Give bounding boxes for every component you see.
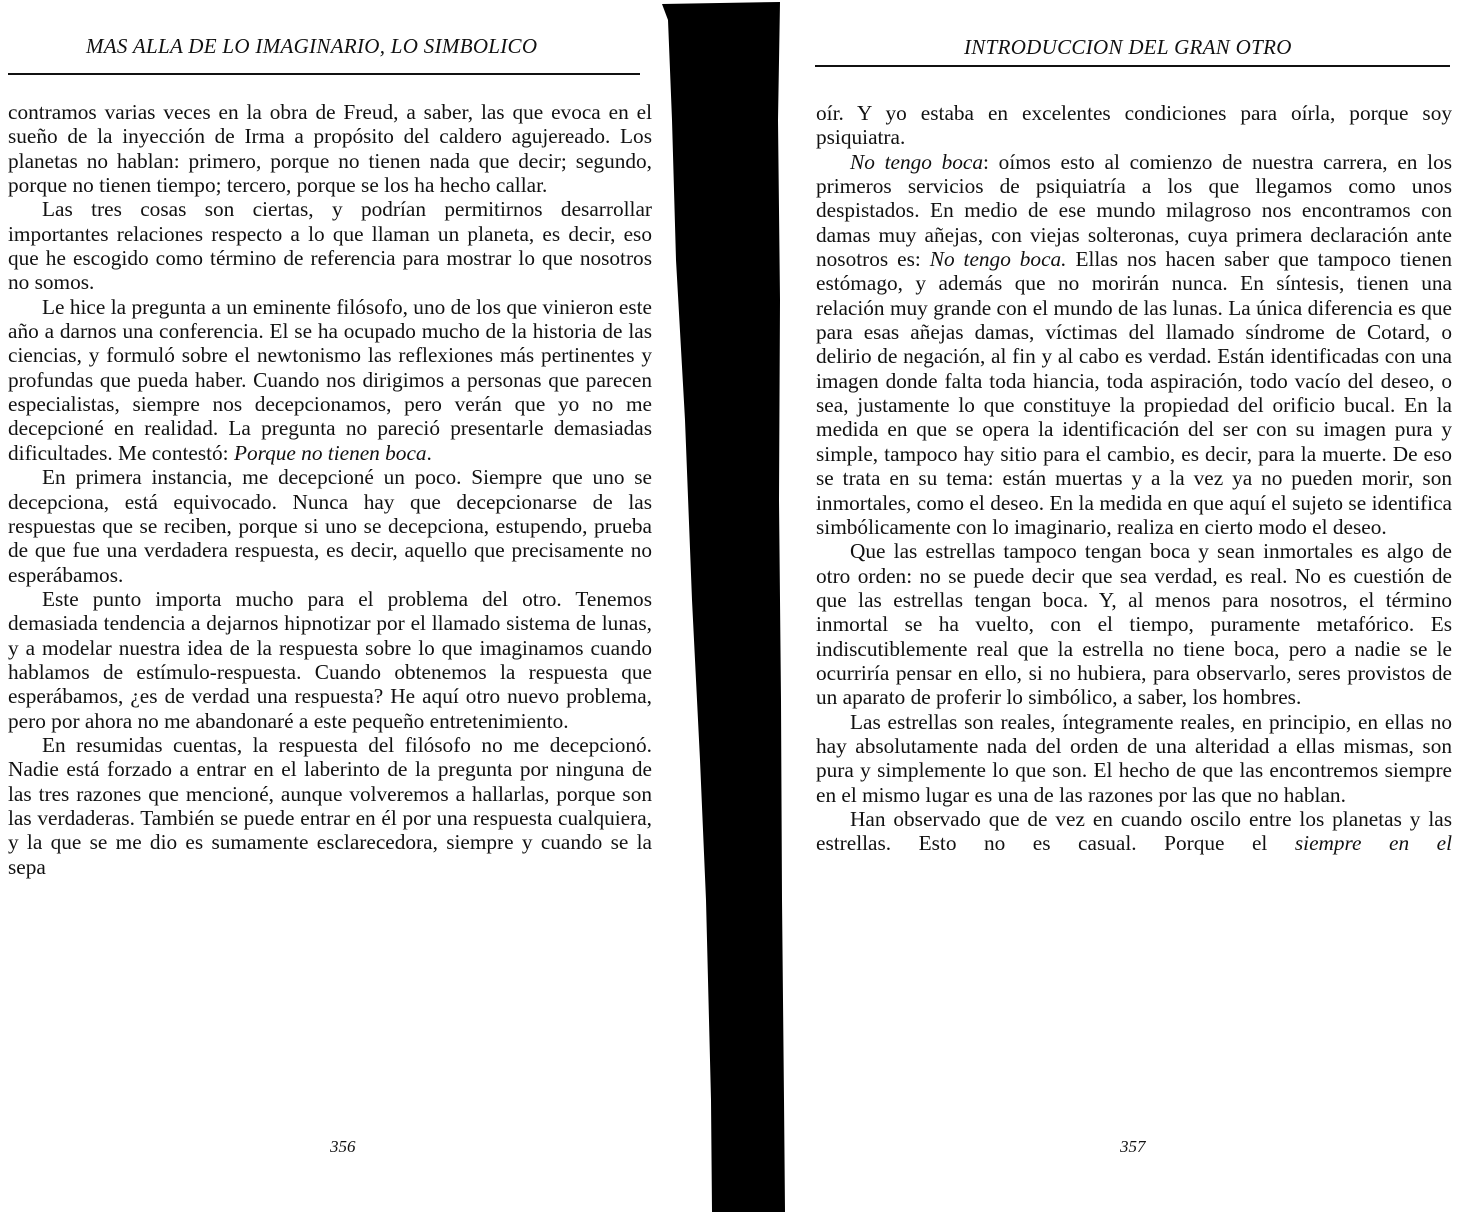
text-run: Las estrellas son reales, íntegramente reales, en principio, en ellas no hay absolutamente nada del orden de una alteridad a ellas mismas, son pura y simplemente lo que son. El hecho de que las encontremos siempre en el mismo lugar es una de las razones por las que no hablan. [816, 709, 1452, 807]
text-run: Que las estrellas tampoco tengan boca y sean inmortales es algo de otro orden: no se puede decir que sea verdad, es real. No es cuestión de que las estrellas tengan boca. Y, al menos para nosotros, el término inmortal se ha vuelto, con el tiempo, puramente metafórico. Es indiscutiblemente real que la estrella no tiene boca, pero a nadie se le ocurriría pensar en ello, si no hubiera, para observarlo, seres provistos de un aparato de proferir lo simbólico, a saber, los hombres. [816, 539, 1452, 710]
italic-text: siempre en el [1294, 831, 1452, 856]
paragraph [816, 150, 1452, 540]
left-page [0, 0, 668, 1212]
text-run: Le hice la pregunta a un eminente filósofo, uno de los que vinieron este año a darnos una conferencia. El se ha ocupado mucho de la historia de las ciencias, y formuló sobre el newtonismo las reflexiones más pertinentes y profundas que pueda haber. Cuando nos dirigimos a personas que parecen especialistas, siempre nos decepcionamos, pero verán que yo no me decepcioné en realidad. La pregunta no pareció presentarle demasiadas dificultades. Me contestó: [8, 294, 652, 465]
left-page-number: 356 [330, 1137, 356, 1156]
text-run: Este punto importa mucho para el problema del otro. Tenemos demasiada tendencia a dejarnos hipnotizar por el llamado sistema de lunas, y a modelar nuestra idea de la respuesta sobre lo que imaginamos cuando hablamos de estímulo-respuesta. Cuando obtenemos la respuesta que esperábamos, ¿es de verdad una respuesta? He aquí otro nuevo problema, pero por ahora no me abandonaré a este pequeño entretenimiento. [8, 586, 652, 733]
italic-text: No tengo boca [850, 149, 984, 174]
text-run: Las tres cosas son ciertas, y podrían permitirnos desarrollar importantes relaciones respecto a lo que llaman un planeta, es decir, eso que he escogido como término de referencia para mostrar lo que nosotros no somos. [8, 197, 652, 295]
paragraph [8, 465, 652, 587]
text-run: oír. Y yo estaba en excelentes condiciones para oírla, porque soy psiquiatra. [816, 101, 1452, 150]
left-body-text [8, 100, 652, 879]
right-page-number: 357 [1120, 1137, 1146, 1156]
italic-text: No tengo boca. [929, 247, 1067, 272]
paragraph [8, 100, 652, 197]
text-run: Han observado que de vez en cuando oscilo entre los planetas y las estrellas. Esto no es casual. Porque el [816, 806, 1452, 856]
paragraph [8, 295, 652, 465]
paragraph [816, 807, 1452, 856]
text-run: Ellas nos hacen saber que tampoco tienen estómago, y además que no morirán nunca. En síntesis, tienen una relación muy grande con el mundo de las lunas. La única diferencia es que para esas añejas damas, víctimas del llamado síndrome de Cotard, o delirio de negación, al fin y al cabo es verdad. Están identificadas con una imagen donde falta toda hiancia, toda aspiración, todo vacío del deseo, o sea, justamente lo que constituye la propiedad del orificio bucal. En la medida en que se opera la identificación del ser con su imagen pura y simple, tampoco hay sitio para el cambio, es decir, para la muerte. De eso se trata en su tema: están muertas y a la vez ya no pueden morir, son inmortales, como el deseo. En la medida en que aquí el sujeto se identifica simbólicamente con lo imaginario, realiza en cierto modo el deseo. [816, 247, 1452, 539]
paragraph [816, 539, 1452, 709]
paragraph [8, 733, 652, 879]
text-run: En primera instancia, me decepcioné un poco. Siempre que uno se decepciona, está equivocado. Nunca hay que decepcionarse de las respuestas que se reciben, porque si uno se decepciona, estupendo, prueba de que fue una verdadera respuesta, es decir, aquello que precisamente no esperábamos. [8, 465, 652, 587]
right-running-head: INTRODUCCION DEL GRAN OTRO [964, 35, 1292, 59]
right-body-text [816, 101, 1452, 856]
paragraph [8, 587, 652, 733]
paragraph [8, 197, 652, 294]
text-run: En resumidas cuentas, la respuesta del filósofo no me decepcionó. Nadie está forzado a entrar en el laberinto de la pregunta por ninguna de las tres razones que mencioné, aunque volveremos a hallarlas, porque son las verdaderas. También se puede entrar en él por una respuesta cualquiera, y la que se me dio es sumamente esclarecedora, siempre y cuando se la sepa [8, 732, 652, 879]
left-running-head: MAS ALLA DE LO IMAGINARIO, LO SIMBOLICO [86, 34, 538, 58]
paragraph [816, 710, 1452, 807]
right-page [790, 0, 1464, 1212]
left-header-rule [8, 73, 640, 75]
text-run: : oímos esto al comienzo de nuestra carrera, en los primeros servicios de psiquiatría a los que llegamos como unos despistados. En medio de ese mundo milagroso nos encontramos con damas muy añejas, con viejas solteronas, cuya primera declaración ante nosotros es: [816, 149, 1453, 272]
text-run: . [426, 440, 432, 465]
italic-text: Porque no tienen boca [233, 440, 427, 465]
paragraph [816, 101, 1452, 150]
text-run: contramos varias veces en la obra de Freud, a saber, las que evoca en el sueño de la inyección de Irma a propósito del caldero agujereado. Los planetas no hablan: primero, porque no tienen nada que decir; segundo, porque no tienen tiempo; tercero, porque se los ha hecho callar. [8, 100, 652, 198]
right-header-rule [815, 65, 1450, 67]
